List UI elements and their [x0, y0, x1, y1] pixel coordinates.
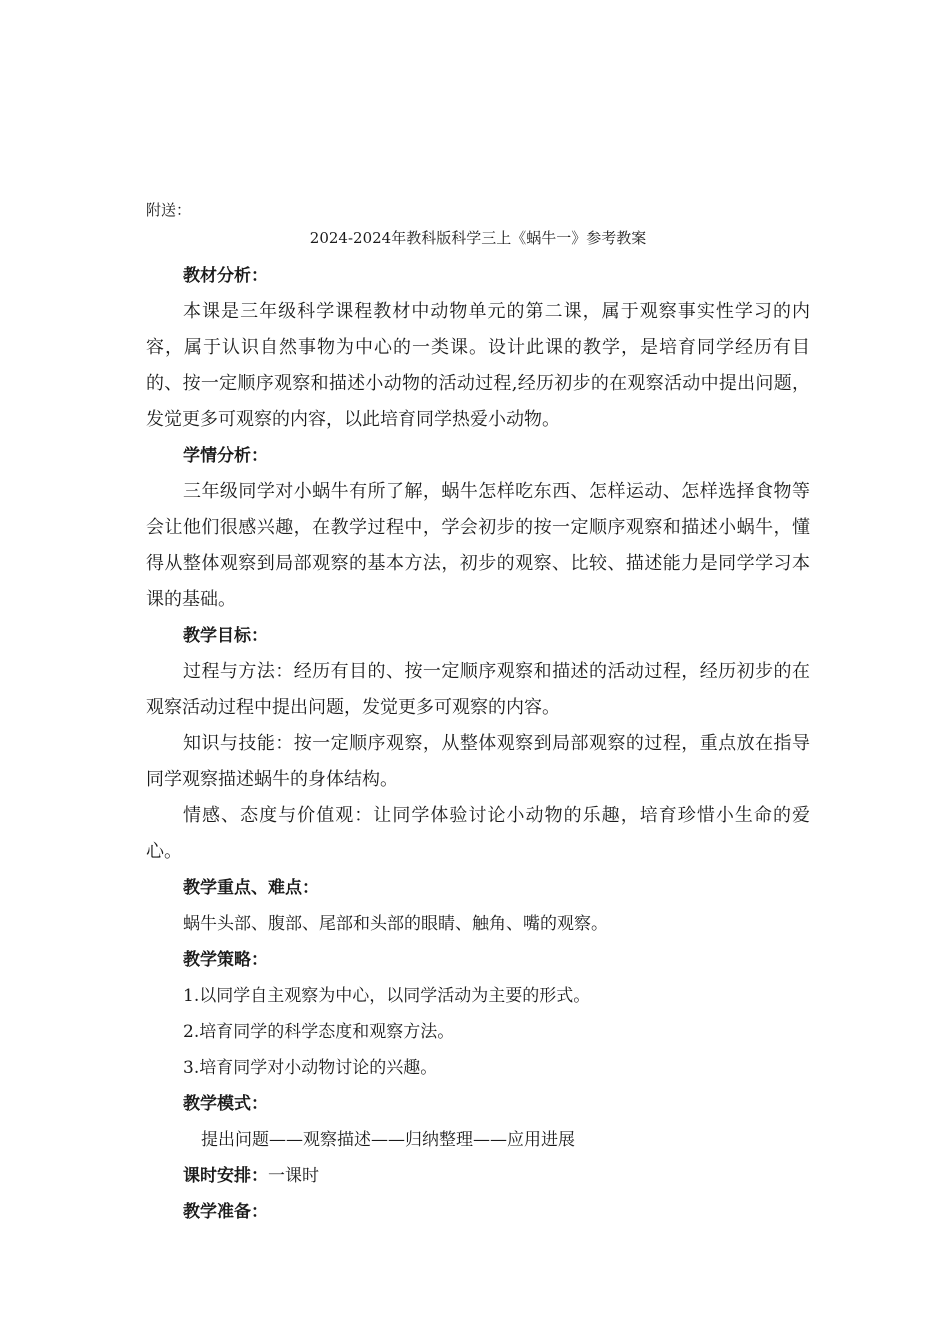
paragraph-goal-attitude: 情感、态度与价值观：让同学体验讨论小动物的乐趣，培育珍惜小生命的爱心。 — [146, 805, 810, 862]
heading-material-analysis: 教材分析： — [183, 266, 268, 286]
paragraph-material-analysis: 本课是三年级科学课程教材中动物单元的第二课，属于观察事实性学习的内容，属于认识自然事物为中心的一类课。设计此课的教学，是培育同学经历有目的、按一定顺序观察和描述小动物的活动过程,经历初步的在观察活动中提出问题，发觉更多可观察的内容，以此培育同学热爱小动物。 — [146, 301, 810, 430]
document-title: 2024-2024年教科版科学三上《蜗牛一》参考教案 — [309, 229, 647, 247]
schedule-value: 一课时 — [268, 1166, 319, 1186]
preface-text: 附送： — [146, 201, 192, 219]
heading-teaching-strategy: 教学策略： — [183, 950, 268, 970]
strategy-item: 1.以同学自主观察为中心，以同学活动为主要的形式。 — [183, 986, 591, 1006]
paragraph-goal-process: 过程与方法：经历有目的、按一定顺序观察和描述的活动过程，经历初步的在观察活动过程中提出问题，发觉更多可观察的内容。 — [146, 661, 810, 718]
heading-teaching-goals: 教学目标： — [183, 626, 268, 646]
heading-key-points: 教学重点、难点： — [183, 878, 319, 898]
paragraph-student-analysis: 三年级同学对小蜗牛有所了解，蜗牛怎样吃东西、怎样运动、怎样选择食物等会让他们很感兴趣，在教学过程中，学会初步的按一定顺序观察和描述小蜗牛，懂得从整体观察到局部观察的基本方法，初步的观察、比较、描述能力是同学学习本课的基础。 — [146, 481, 810, 610]
strategy-item: 3.培育同学对小动物讨论的兴趣。 — [183, 1058, 438, 1078]
key-points-text: 蜗牛头部、腹部、尾部和头部的眼睛、触角、嘴的观察。 — [183, 914, 608, 934]
paragraph-goal-knowledge: 知识与技能：按一定顺序观察，从整体观察到局部观察的过程，重点放在指导同学观察描述蜗牛的身体结构。 — [146, 733, 810, 790]
teaching-mode-flow: 提出问题——观察描述——归纳整理——应用进展 — [201, 1130, 575, 1150]
heading-teaching-preparation: 教学准备： — [183, 1202, 268, 1222]
schedule-label: 课时安排： — [183, 1166, 268, 1186]
strategy-item: 2.培育同学的科学态度和观察方法。 — [183, 1022, 455, 1042]
heading-teaching-mode: 教学模式： — [183, 1094, 268, 1114]
schedule-row — [146, 1158, 810, 1194]
heading-student-analysis: 学情分析： — [183, 446, 268, 466]
document-content — [146, 196, 810, 1230]
